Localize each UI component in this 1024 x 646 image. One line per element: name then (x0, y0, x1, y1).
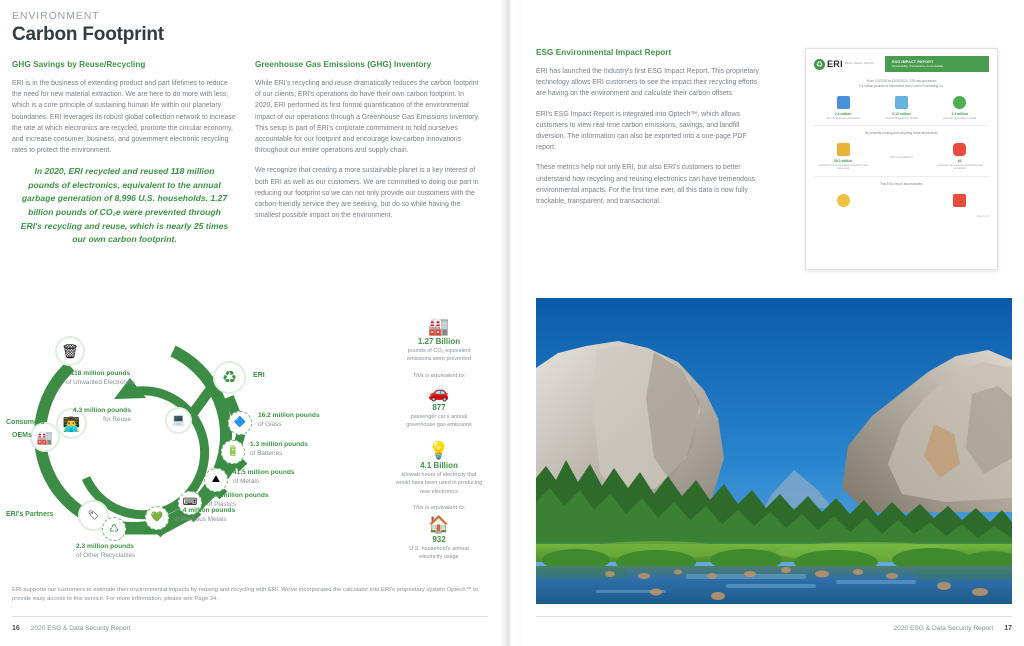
page-gutter (500, 0, 524, 646)
thumbnail-equivalence-label: This is equivalent to: (889, 155, 914, 159)
stat-metals: 41.5 million pounds of Metals (233, 469, 295, 485)
thumbnail-metric (934, 96, 986, 121)
other-recyclables-icon: ♺ (109, 522, 119, 535)
car-icon (953, 143, 966, 156)
thumbnail-metric-row-3 (814, 194, 989, 210)
metals-icon: ⛰ (211, 474, 221, 485)
partner-logos-icon: 🏷 (87, 510, 100, 520)
thumbnail-metric (934, 143, 986, 171)
node-material-batteries (221, 440, 245, 464)
nature-photo (536, 298, 1012, 604)
thumbnail-metric-label: pounds responsibly recycled (943, 116, 977, 120)
carbon-equivalence-stats (380, 318, 498, 565)
stat-plastics: 23.1 million pounds of Plastics (207, 492, 269, 508)
page-title: Carbon Footprint (12, 24, 164, 45)
left-footer-rule (12, 616, 488, 617)
stat-household-value: 932 (432, 534, 446, 544)
stat-batteries: 1.3 million pounds of Batteries (250, 441, 308, 457)
left-page (0, 0, 500, 646)
label-consumers: Consumers (6, 419, 45, 426)
column-ghg-inventory (255, 60, 480, 247)
thumbnail-header (814, 56, 989, 72)
thumbnail-metric-label: lbs. of electronics processed (826, 116, 860, 120)
processed-icon (837, 96, 850, 109)
right-footer-rule (536, 616, 1012, 617)
stat-co2-sub-2: emissions were prevented (407, 356, 471, 363)
battery-icon: 🔋 (226, 446, 240, 457)
node-reuse (165, 407, 192, 434)
thumbnail-intro-1: From 1/1/2020 to 12/31/2020, ERI has processed (866, 79, 937, 83)
ghg-savings-callout: In 2020, ERI recycled and reused 118 million pounds of electronics, equivalent to the annual garbage generation of 8,996 U.S. households. 1.27 billion pounds of CO₂e were prevented through ERI's recycling and reuse, which is nearly 25 times our own carbon footprint. (20, 166, 229, 245)
left-footer-text: 2020 ESG & Data Security Report (30, 625, 131, 632)
esg-report-paragraph-3: These metrics help not only ERI, but also ERI's customers to better understand how recycling and reusing electronics can have tremendous environmental impacts. For the first time ever, all this data is now fully trackable, transparent, and transactional. (536, 164, 756, 205)
thumbnail-section-label-2: This ESG report also includes: (879, 181, 924, 186)
thumbnail-metric (817, 96, 869, 121)
esg-report-heading: ESG Environmental Impact Report (536, 48, 672, 57)
home-icon (953, 194, 966, 207)
esg-report-paragraph-2: ERI's ESG Impact Report is integrated into Optech™, which allows customers to view real-time carbon emissions, savings, and landfill diversion. The information can also be exported into a one-page PDF report. (536, 110, 747, 152)
emissions-icon: 🏭 (428, 317, 450, 336)
stat-co2-value: 1.27 Billion (417, 337, 461, 346)
section-eyebrow: ENVIRONMENT (12, 10, 100, 22)
right-footer (894, 625, 1013, 632)
equivalence-label-2: This is equivalent to: (412, 504, 466, 511)
esg-report-paragraph-1: ERI has launched the industry's first ESG Impact Report. This proprietary technology allows ERI customers to see the impact their recycling efforts are having on the environment and calculate their carbon offsets. (536, 68, 759, 98)
stat-glass: 16.2 million pounds of Glass (258, 412, 320, 428)
stat-co2-prevented (380, 318, 498, 364)
thumbnail-extra-metric (875, 194, 927, 210)
node-input-electronics (55, 336, 85, 366)
stat-reuse: 4.3 million pounds for Reuse (73, 407, 131, 423)
nature-photo-svg (536, 298, 1012, 604)
node-material-precious-metals (145, 506, 169, 530)
stat-car-sub-2: greenhouse gas emissions (406, 421, 472, 428)
stat-unwanted-electronics: 118 million pounds of Unwanted Electronics (66, 370, 135, 386)
right-page (524, 0, 1024, 646)
stat-household-sub-1: U.S. household's annual (409, 545, 469, 552)
eri-logo-tagline: Reuse. Reduce. Recycle. (844, 62, 875, 66)
stat-co2-sub-1: pounds of CO₂ equivalent (407, 348, 471, 354)
thumbnail-extra-metric (817, 194, 869, 210)
esg-report-thumbnail[interactable] (805, 48, 998, 270)
thumbnail-metric-value: 62 (957, 158, 962, 163)
stat-electricity-value: 4.1 Billion (420, 461, 458, 470)
thumbnail-section-label: By properly reusing and recycling these electronics: (865, 131, 938, 136)
recycled-icon (953, 96, 966, 109)
stat-car-sub-1: passenger car's annual (410, 413, 468, 420)
eri-recycle-icon (814, 59, 825, 70)
thumbnail-metric-row-1 (814, 96, 989, 121)
label-eri-partners: ERI's Partners (6, 511, 54, 518)
stat-electricity (380, 442, 498, 496)
column-ghg-savings (12, 60, 237, 247)
left-footnote: ERI supports our customers to estimate their environmental impacts by reusing and recycling with ERI. We've incorporated the calculator into ERI's proprietary system Optech™ to provide easy access to this service. For more information, please see Page 34. (12, 587, 479, 603)
thumbnail-metric-value: 0.12 million (892, 111, 911, 116)
landfill-icon (895, 96, 908, 109)
label-eri: ERI (253, 372, 265, 379)
laptop-icon: 💻 (171, 414, 186, 426)
node-material-metals (204, 468, 228, 492)
thumbnail-banner (885, 56, 989, 72)
node-material-glass (228, 411, 252, 435)
ghg-savings-heading: GHG Savings by Reuse/Recycling (12, 60, 146, 69)
thumbnail-banner-subtitle: Sustainability, Transparency, Accountability (892, 65, 944, 68)
left-text-columns (12, 60, 488, 247)
right-page-number: 17 (1004, 625, 1012, 632)
label-oems: OEMs (12, 432, 32, 439)
thumbnail-metric-row-2 (814, 143, 989, 171)
stat-electricity-sub-3: new electronics (420, 488, 458, 495)
thumbnail-extra-metric (934, 194, 986, 210)
stat-households (380, 516, 498, 562)
thumbnail-metric-label: pounds diverted from landfill (885, 116, 918, 120)
thumbnail-page-note: Page 1 of 1 (976, 214, 989, 218)
co2-icon (837, 143, 850, 156)
equivalence-label-1: This is equivalent to: (412, 372, 466, 379)
trash-icon: 🗑 (61, 343, 79, 359)
stat-passenger-cars (380, 384, 498, 430)
ghg-savings-paragraph: ERI is in the business of extending product and part lifetimes to reduce the need for new material extraction. We are here to do more with less, which is a core principle of sustaining human life within our planetary boundaries. ERI leverages its robust global collection network to increase the rate at which electronics are recycled, promote the circular economy, and increase consumer, business, and government electronic recycling rates to protect the environment. (12, 80, 236, 155)
node-eri (213, 361, 246, 394)
ghg-inventory-heading: Greenhouse Gas Emissions (GHG) Inventory (255, 60, 432, 69)
right-footer-text: 2020 ESG & Data Security Report (893, 625, 994, 632)
column-esg-impact-report (536, 48, 761, 216)
precious-metals-icon: 💚 (150, 512, 164, 523)
recycle-icon: ♻ (221, 368, 238, 387)
thumbnail-metric (817, 143, 869, 171)
ghg-inventory-paragraph-2: We recognize that creating a more sustainable planet is a key interest of both ERI as well as our customers. We are committed to doing our part in reducing our footprint so we can not only provide our customers with the carbon-friendly service they are seeking, but do so while having the smallest possible impact on the environment. (255, 167, 479, 220)
ghg-inventory-paragraph-1: While ERI's recycling and reuse dramatically reduces the carbon footprint of our clients, ERI's operations do have their own carbon footprint. In 2020, ERI performed its first formal quantification of the environmental impact of our operations through a Greenhouse Gas Emissions Inventory. This setup is part of ERI's corporate commitment to hold ourselves accountable for our footprint and encourage low-carbon innovations throughout our entire operations and supply chain. (255, 80, 480, 155)
thumbnail-metric-value: 28.3 million (833, 158, 853, 163)
left-footer (12, 625, 131, 632)
esg-report-thumbnail-wrapper[interactable] (805, 48, 998, 270)
stat-electricity-sub-1: kilowatt hours of electricity that (401, 472, 477, 478)
stat-electricity-sub-2: would have been used in producing (395, 480, 483, 487)
thumbnail-divider-2 (814, 176, 989, 177)
thumbnail-metric (875, 96, 927, 121)
plastics-icon: ⌨ (182, 497, 198, 508)
stat-car-value: 877 (432, 402, 446, 412)
house-icon: 🏠 (428, 514, 450, 534)
thumbnail-metric-label: pounds of CO₂e equivalent emissions were prevented (818, 163, 868, 171)
thumbnail-metric-value: 2.4 million (834, 111, 852, 116)
glass-icon: 🔷 (233, 417, 247, 428)
stat-household-sub-2: electricity usage (419, 554, 459, 560)
thumbnail-intro-2: 2.4 million pounds of electronics from Lorem Processing Co. (858, 83, 945, 88)
node-material-other (102, 517, 126, 541)
eri-logo (814, 59, 874, 70)
thumbnail-metric-value: 2.4 million (951, 111, 969, 116)
consumer-icon: 👨‍💻 (62, 415, 81, 432)
thumbnail-metric-label: passenger car's annual greenhouse gas emissions (936, 163, 983, 171)
factory-icon: 🏭 (36, 429, 54, 445)
thumbnail-banner-title: ESG IMPACT REPORT (892, 60, 934, 64)
energy-icon (837, 194, 850, 207)
car-icon: 🚗 (428, 382, 450, 402)
node-oems (30, 422, 60, 452)
stat-precious-metals: 11.4 million pounds of Precious Metals (174, 507, 236, 523)
eri-logo-text: ERI (827, 59, 843, 69)
thumbnail-divider (814, 125, 989, 126)
lightbulb-icon: 💡 (428, 441, 450, 460)
stat-other-recyclables: 2.3 million pounds of Other Recyclables (76, 543, 136, 559)
left-page-number: 16 (12, 625, 20, 632)
